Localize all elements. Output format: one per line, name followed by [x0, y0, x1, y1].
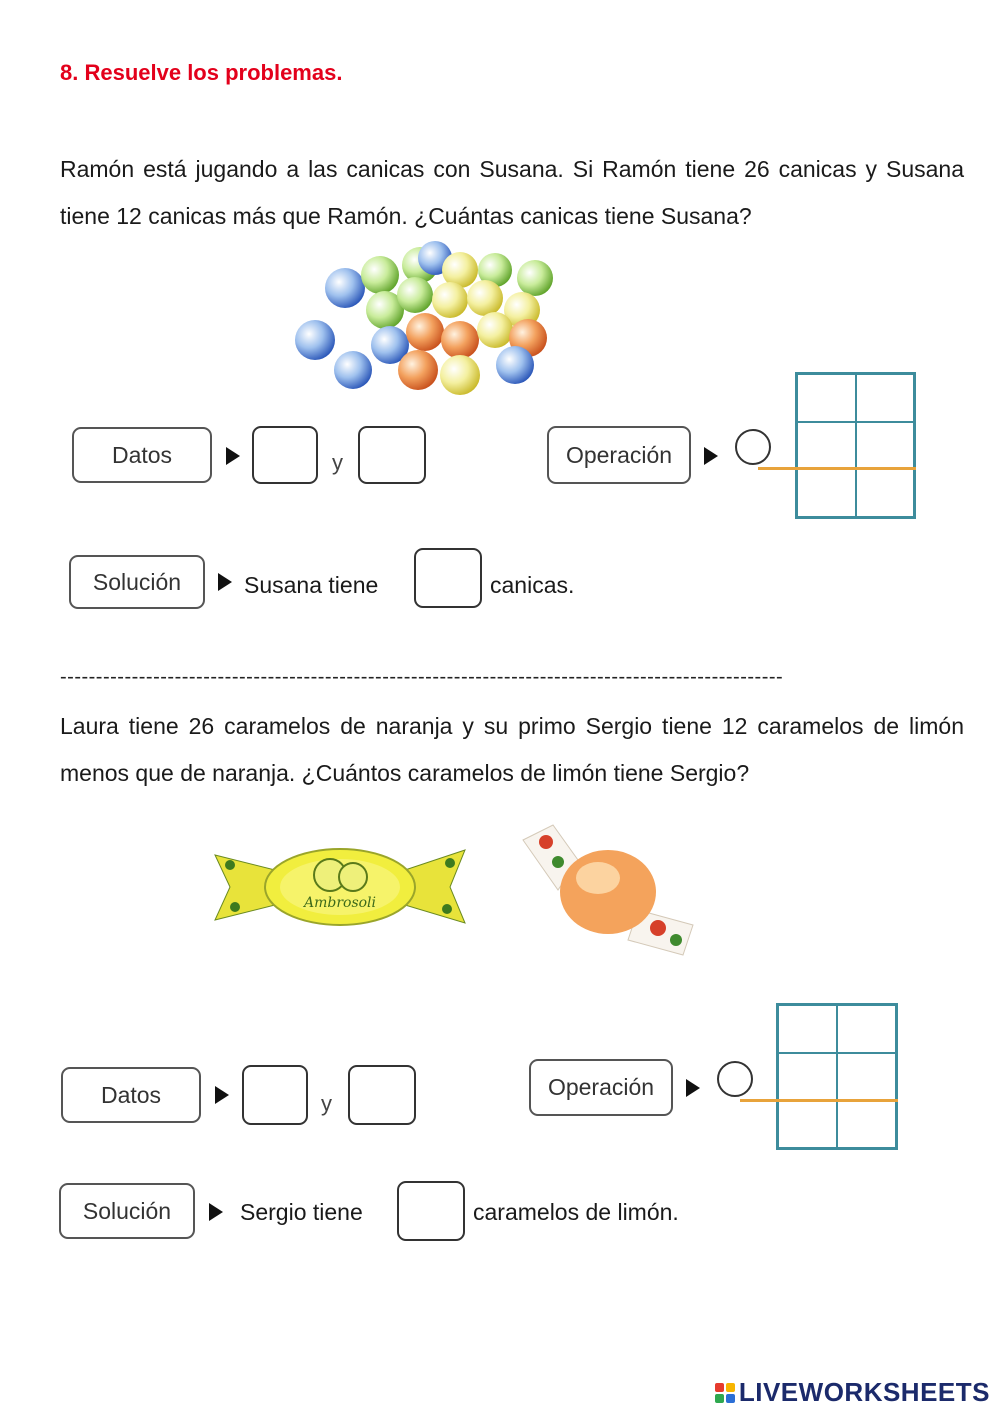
lemon-candy-image — [205, 835, 475, 935]
arrow-icon — [226, 447, 240, 465]
marbles-group — [295, 241, 553, 395]
datos-answer-1a[interactable] — [252, 426, 318, 484]
liveworksheets-logo — [715, 1377, 990, 1408]
solution-suffix-1: canicas. — [490, 572, 575, 598]
grid-cell[interactable] — [778, 1100, 837, 1148]
orange-candy-image — [518, 820, 698, 960]
grid-cell[interactable] — [856, 374, 915, 422]
sum-line — [740, 1099, 898, 1102]
grid-cell[interactable] — [778, 1005, 837, 1053]
grid-cell[interactable] — [837, 1053, 896, 1101]
datos-answer-2a[interactable] — [242, 1065, 308, 1125]
marbles-image — [290, 240, 590, 400]
arrow-icon — [218, 573, 232, 591]
datos-answer-1b[interactable] — [358, 426, 426, 484]
arrow-icon — [215, 1086, 229, 1104]
solution-answer-2[interactable] — [397, 1181, 465, 1241]
problem-1-text: Ramón está jugando a las canicas con Susana. Si Ramón tiene 26 canicas y Susana tiene 12 canicas más que Ramón. ¿Cuántas canicas tiene Susana? — [60, 156, 964, 229]
solution-prefix-2: Sergio tiene — [240, 1199, 363, 1225]
solution-prefix-1: Susana tiene — [244, 572, 379, 598]
grid-cell[interactable] — [856, 422, 915, 470]
solution-answer-1[interactable] — [414, 548, 482, 608]
arrow-icon — [209, 1203, 223, 1221]
operation-grid-1[interactable] — [795, 372, 916, 519]
datos-label-2: Datos — [61, 1067, 201, 1123]
y-connector: y — [321, 1091, 332, 1116]
operation-sign-input-2[interactable] — [717, 1061, 753, 1097]
grid-cell[interactable] — [856, 469, 915, 517]
grid-cell[interactable] — [797, 374, 856, 422]
candy-brand: Ambrosoli — [303, 895, 377, 911]
datos-answer-2b[interactable] — [348, 1065, 416, 1125]
datos-label-1: Datos — [72, 427, 212, 483]
brand-name: LIVEWORKSHEETS — [738, 1377, 990, 1407]
grid-cell[interactable] — [778, 1053, 837, 1101]
separator-line: ----------------------------------------------------------------------------------------------------- — [60, 666, 784, 688]
y-connector: y — [332, 450, 343, 475]
operacion-label-2: Operación — [529, 1059, 673, 1116]
solucion-label-1: Solución — [69, 555, 205, 609]
sum-line — [758, 467, 916, 470]
grid-cell[interactable] — [797, 469, 856, 517]
grid-cell[interactable] — [837, 1100, 896, 1148]
solucion-label-2: Solución — [59, 1183, 195, 1239]
operation-grid-2[interactable] — [776, 1003, 898, 1150]
grid-cell[interactable] — [797, 422, 856, 470]
operacion-label-1: Operación — [547, 426, 691, 484]
exercise-title: 8. Resuelve los problemas. — [60, 60, 343, 85]
arrow-icon — [704, 447, 718, 465]
problem-2-text: Laura tiene 26 caramelos de naranja y su primo Sergio tiene 12 caramelos de limón menos que de naranja. ¿Cuántos caramelos de limón tiene Sergio? — [60, 713, 964, 786]
logo-icon — [715, 1383, 735, 1403]
operation-sign-input-1[interactable] — [735, 429, 771, 465]
arrow-icon — [686, 1079, 700, 1097]
grid-cell[interactable] — [837, 1005, 896, 1053]
solution-suffix-2: caramelos de limón. — [473, 1199, 679, 1225]
